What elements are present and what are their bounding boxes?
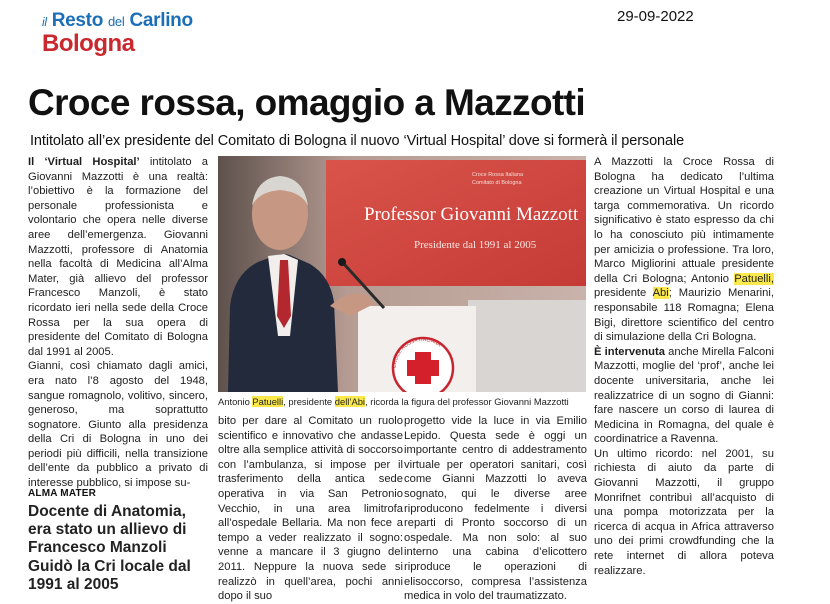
masthead-city: Bologna [42, 30, 135, 57]
column-2-text: bito per dare al Comitato un ruolo scientifico e innovativo che andasse oltre alla semplice attività di soccorso con l’ambulanza, si impose per il trasferimento della antica sede operativa in via San Petronio Vecchio, in una area limitrofa all’ospedale Bellaria. Ma non fece a tempo a veder realizzato il sogno: venne a mancare il 3 giugno del 2011. Neppure la nuova sede si realizzò in quell’area, pochi anni dopo il suo [218, 415, 403, 603]
column-3-text: progetto vide la luce in via Emilio Lepido. Questa sede è oggi un importante centro di addestramento virtuale per operatori sanitari, così come Gianni Mazzotti lo aveva sognato, qui le diverse aree riproducono fedelmente i diversi reparti di Pronto soccorso di un ospedale. Ma non solo: al suo interno una cabina d’elicottero riproduce le operazioni di elisoccorso, compresa l’assistenza medica in volo del traumatizzato. [404, 415, 587, 603]
subtitle: Intitolato all’ex presidente del Comitato di Bologna il nuovo ‘Virtual Hospital’ dove si formerà il personale [30, 133, 685, 149]
screen-line-1: Croce Rossa Italiana [472, 172, 524, 178]
column-4-highlight-2: Abi [652, 287, 669, 300]
projection-lower-area [468, 300, 586, 392]
caption-post: , ricorda la figura del professor Giovanni Mazzotti [365, 396, 569, 407]
emblem-text: CROCE ROSSA ITALIANA [391, 336, 442, 369]
caption-highlight-1: Patuelli [252, 396, 284, 407]
masthead-del: del [108, 14, 125, 29]
red-cross-horizontal [407, 360, 439, 376]
screen-line-2: Comitato di Bologna [472, 180, 522, 186]
masthead-logo [42, 10, 193, 32]
masthead-resto: Resto [51, 10, 104, 31]
article-column-4 [594, 155, 774, 578]
column-4-p1-mid: presidente [594, 287, 653, 300]
column-4-p1-pre: A Mazzotti la Croce Rossa di Bologna ha dedicato l’ultima creazione un Virtual Hospital e una targa commemorativa. Un ricordo significativo è stato espresso da chi lo ha conosciuto più intimamente per amicizia o professione. Tra loro, Marco Migliorini attuale presidente della Cri Bologna; Antonio [594, 156, 774, 285]
column-4-paragraph-2 [594, 345, 774, 447]
screen-title: Professor Giovanni Mazzott [364, 204, 579, 225]
article-photo [218, 156, 586, 392]
column-4-paragraph-3: Un ultimo ricordo: nel 2001, su richiesta di aiuto da parte di Giovanni Mazzotti, il gruppo Monrifnet contribuì all’acquisto di una pompa motorizzata per la ricerca di acqua in Africa attraverso uno dei primi crowdfunding che la rete internet di allora poteva realizzare. [594, 447, 774, 577]
section-label: ALMA MATER [28, 488, 97, 499]
column-1-paragraph-2: Gianni, così chiamato dagli amici, era nato l’8 agosto del 1948, sangue romagnolo, volitivo, sincero, generoso, ma soprattutto sognatore. Giunto alla presidenza della Cri di Bologna in uno dei periodi più difficili, nella transizione dell’ente da pubblico a privato di interesse pubblico, si impose su- [28, 360, 208, 490]
column-1-paragraph-1 [28, 155, 208, 359]
column-4-p1-post: ; Maurizio Menarini, responsabile 118 Romagna; Elena Bigi, direttore scientifico del centro di simulazione della Cri Bologna. [594, 287, 774, 344]
column-1-paragraph-1-text: intitolato a Giovanni Mazzotti è una realtà: l’obiettivo è la formazione del personale professionista e volontario che opera nelle diverse aree dell’emergenza. Giovanni Mazzotti, professore di Anatomia nella facoltà di Medicina all’Alma Mater, già allievo del professor Francesco Manzoli, è stato ricordato ieri nella sede della Croce Rossa per la sua opera di presidente del Comitato di Bologna dal 1991 al 2005. [28, 156, 208, 358]
caption-mid: , presidente [283, 396, 335, 407]
column-4-lead: È intervenuta [594, 345, 665, 358]
caption-highlight-2: dell’Abi [334, 396, 365, 407]
column-4-paragraph-1 [594, 155, 774, 345]
screen-subtitle: Presidente dal 1991 al 2005 [414, 239, 537, 251]
microphone-head [338, 258, 346, 266]
column-1-lead: Il ‘Virtual Hospital’ [28, 156, 140, 168]
article-column-3 [404, 414, 587, 604]
article-column-2 [218, 414, 403, 604]
headline: Croce rossa, omaggio a Mazzotti [28, 82, 586, 123]
photo-caption [218, 396, 588, 407]
caption-pre: Antonio [218, 396, 253, 407]
column-4-p2-text: anche Mirella Falconi Mazzotti, moglie del ‘prof’, anche lei docente universitaria, anche lei realizzatrice di un sogno di Gianni: fare nascere un corso di laurea di Medicina in Romagna, del quale è coordinatrice a Ravenna. [594, 345, 774, 446]
pull-quote: Docente di Anatomia, era stato un allievo di Francesco Manzoli Guidò la Cri locale dal 1991 al 2005 [28, 503, 191, 593]
masthead-il: il [42, 15, 47, 29]
photo-illustration [218, 156, 586, 392]
masthead-carlino: Carlino [129, 10, 193, 31]
publication-date: 29-09-2022 [617, 8, 694, 25]
article-column-1 [28, 155, 208, 491]
column-4-highlight-1: Patuelli, [734, 272, 774, 285]
